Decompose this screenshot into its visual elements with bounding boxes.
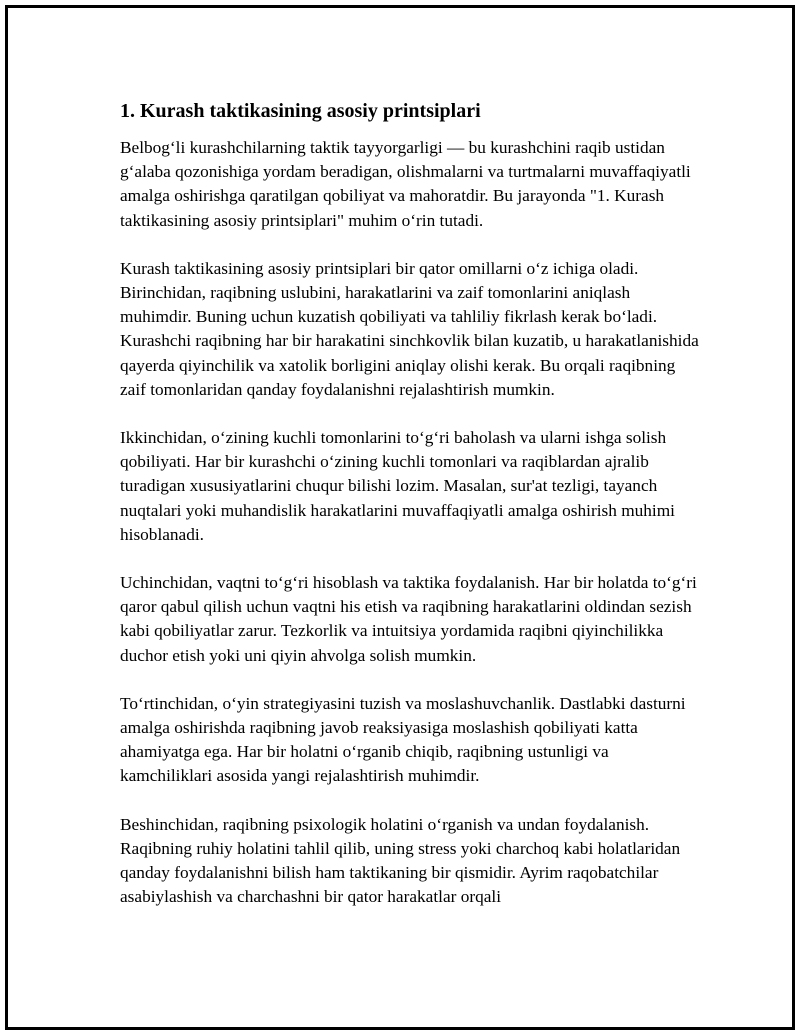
paragraph-fifth-principle: Beshinchidan, raqibning psixologik holatini o‘rganish va undan foydalanish. Raqibning ruhiy holatini tahlil qilib, uning stress yoki charchoq kabi holatlaridan qanday foydalanishni bilish ham taktikaning bir qismidir. Ayrim raqobatchilar asabiylashish va charchashni bir qator harakatlar orqali <box>120 814 681 907</box>
paragraph-intro: Belbog‘li kurashchilarning taktik tayyorgarligi — bu kurashchini raqib ustidan g‘alaba qozonishiga yordam beradigan, olishmalarni va turtmalarni muvaffaqiyatli amalga oshirishga qaratilgan qobiliyat va mahoratdir. Bu jarayonda "1. Kurash taktikasining asosiy printsiplari" muhim o‘rin tutadi. <box>120 138 691 230</box>
paragraph-third-principle: Uchinchidan, vaqtni to‘g‘ri hisoblash va taktika foydalanish. Har bir holatda to‘g‘ri qaror qabul qilish uchun vaqtni his etish va raqibning harakatlarini oldindan sezish kabi qobiliyatlar zarur. Tezkorlik va intuitsiya yordamida raqibni qiyinchilikka duchor etish yoki uni qiyin ahvolga solish mumkin. <box>120 573 697 665</box>
paragraph-second-principle: Ikkinchidan, o‘zining kuchli tomonlarini to‘g‘ri baholash va ularni ishga solish qobiliyati. Har bir kurashchi o‘zining kuchli tomonlari va raqiblardan ajralib turadigan xususiyatlarini chuqur bilishi lozim. Masalan, sur'at tezligi, tayanch nuqtalari yoki muhandislik harakatlarini muvaffaqiyatli amalga oshirish muhimi hisoblanadi. <box>120 428 675 544</box>
document-body <box>120 96 700 933</box>
paragraph-first-principle: Kurash taktikasining asosiy printsiplari bir qator omillarni o‘z ichiga oladi. Birinchidan, raqibning uslubini, harakatlarini va zaif tomonlarini aniqlash muhimdir. Buning uchun kuzatish qobiliyati va tahliliy fikrlash kerak bo‘ladi. Kurashchi raqibning har bir harakatini sinchkovlik bilan kuzatib, u harakatlanishida qayerda qiyinchilik va xatolik borligini aniqlay olishi kerak. Bu orqali raqibning zaif tomonlaridan qanday foydalanishni rejalashtirish mumkin. <box>120 258 699 399</box>
section-title: 1. Kurash taktikasining asosiy printsiplari <box>120 100 481 122</box>
paragraph-fourth-principle: To‘rtinchidan, o‘yin strategiyasini tuzish va moslashuvchanlik. Dastlabki dasturni amalga oshirishda raqibning javob reaksiyasiga moslashish qobiliyati katta ahamiyatga ega. Har bir holatni o‘rganib chiqib, raqibning ustunligi va kamchiliklari asosida yangi rejalashtirish muhimdir. <box>120 693 686 786</box>
page-frame <box>5 5 795 1030</box>
